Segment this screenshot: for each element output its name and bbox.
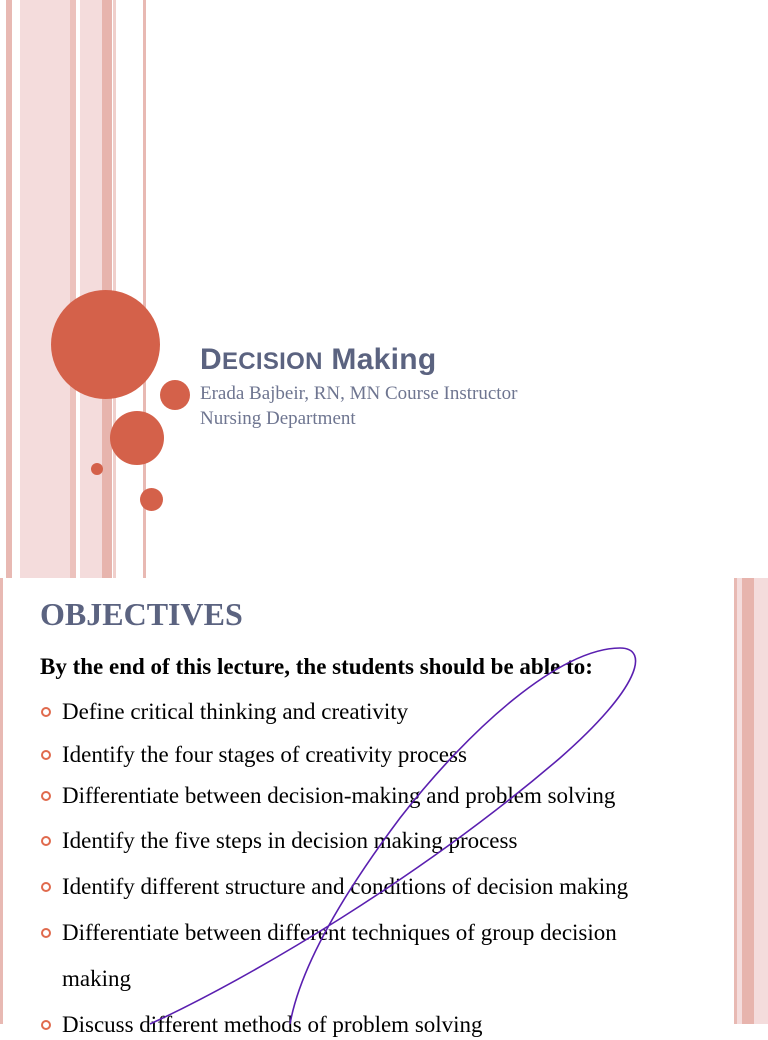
tiny-circle-decoration: [91, 463, 103, 475]
objective-text: Differentiate between decision-making and problem solving: [62, 783, 616, 808]
large-circle-decoration: [51, 290, 160, 399]
slide-title: DECISION Making: [200, 343, 437, 376]
objective-text: Discuss different methods of problem solving: [62, 1012, 483, 1037]
left-edge-stripe: [6, 0, 12, 578]
bullet-icon: [41, 882, 51, 892]
medium-circle-decoration: [110, 411, 164, 465]
decorative-stripe-light: [20, 0, 70, 578]
decorative-stripe-dark: [102, 0, 112, 578]
objective-text: Identify the four stages of creativity process: [62, 742, 467, 767]
bullet-icon: [41, 750, 51, 760]
small-circle-decoration: [140, 488, 163, 511]
bullet-icon: [41, 791, 51, 801]
right-stripe-light: [754, 578, 768, 1024]
subtitle-department: Nursing Department: [200, 408, 356, 429]
bullet-icon: [41, 928, 51, 938]
objective-text: Define critical thinking and creativity: [62, 699, 409, 724]
objectives-slide: [0, 578, 768, 1037]
small-circle-decoration: [160, 380, 190, 410]
decorative-stripe-mid: [70, 0, 76, 578]
bullet-icon: [41, 836, 51, 846]
objective-text: Identify the five steps in decision making process: [62, 828, 518, 853]
right-stripe-dark: [742, 578, 754, 1024]
objective-text: Identify different structure and conditions of decision making: [62, 874, 629, 899]
decorative-stripe-thin: [113, 0, 116, 578]
objective-continuation: making: [62, 966, 131, 991]
objective-text: Differentiate between different techniques of group decision: [62, 920, 617, 945]
subtitle-author: Erada Bajbeir, RN, MN Course Instructor: [200, 383, 518, 404]
decorative-stripe-light: [80, 0, 102, 578]
left-edge-line: [0, 578, 3, 1024]
bullet-icon: [41, 1020, 51, 1030]
bullet-icon: [41, 707, 51, 717]
objectives-title: OBJECTIVES: [40, 596, 243, 632]
objectives-intro: By the end of this lecture, the students should be able to:: [40, 654, 593, 679]
